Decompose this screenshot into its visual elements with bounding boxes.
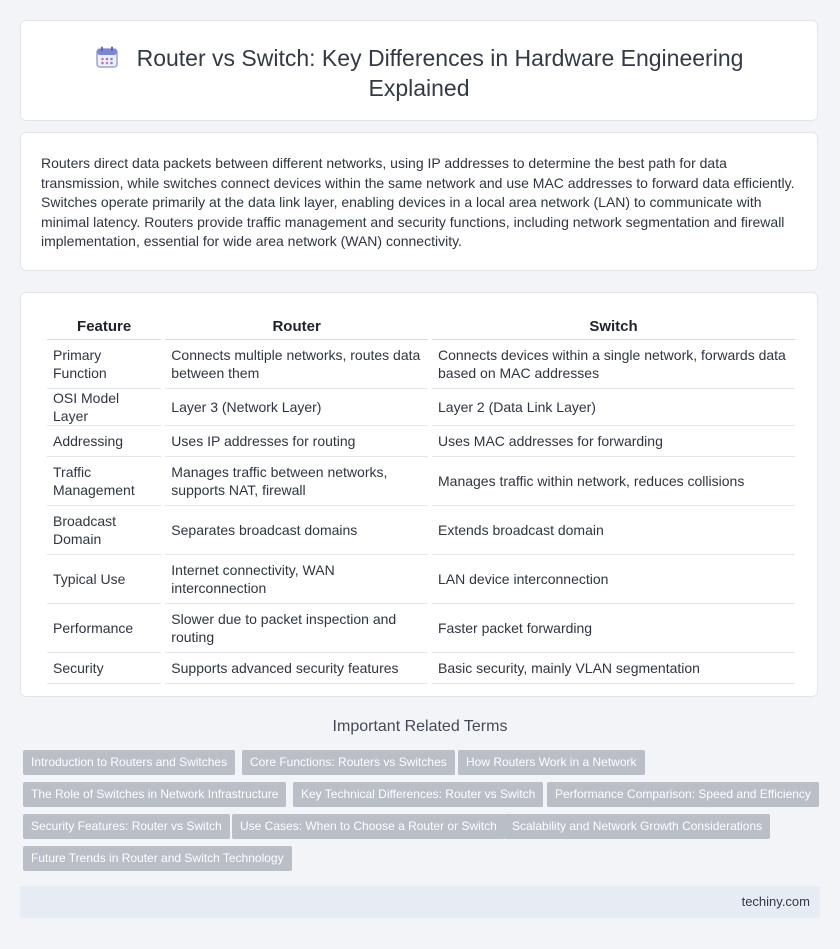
related-term-tag[interactable]: Performance Comparison: Speed and Efficiency [547,782,819,807]
table-row [47,389,795,426]
router-cell: Internet connectivity, WAN interconnection [165,555,428,604]
related-term-tag[interactable]: The Role of Switches in Network Infrastructure [23,782,286,807]
router-cell: Separates broadcast domains [165,506,428,555]
feature-cell: OSI Model Layer [47,389,161,426]
router-cell: Manages traffic between networks, supports NAT, firewall [165,457,428,506]
header-feature: Feature [47,316,161,340]
table-row [47,426,795,457]
related-term-tag[interactable]: How Routers Work in a Network [458,750,645,775]
header-switch: Switch [432,316,795,340]
table-row [47,555,795,604]
switch-cell: Manages traffic within network, reduces collisions [432,457,795,506]
feature-cell: Primary Function [47,340,161,389]
feature-cell: Performance [47,604,161,653]
related-term-tag[interactable]: Future Trends in Router and Switch Technology [23,846,292,871]
switch-cell: Extends broadcast domain [432,506,795,555]
switch-cell: Faster packet forwarding [432,604,795,653]
footer-bar [20,886,820,918]
table-row [47,604,795,653]
comparison-card [20,292,818,697]
feature-cell: Addressing [47,426,161,457]
switch-cell: Layer 2 (Data Link Layer) [432,389,795,426]
related-term-tag[interactable]: Key Technical Differences: Router vs Switch [293,782,543,807]
related-term-tag[interactable]: Introduction to Routers and Switches [23,750,235,775]
feature-cell: Security [47,653,161,684]
switch-cell: Uses MAC addresses for forwarding [432,426,795,457]
switch-cell: Connects devices within a single network, forwards data based on MAC addresses [432,340,795,389]
table-row [47,340,795,389]
switch-cell: Basic security, mainly VLAN segmentation [432,653,795,684]
comparison-table [43,316,799,684]
table-row [47,653,795,684]
footer-site[interactable]: techiny.com [741,894,810,909]
related-term-tag[interactable]: Use Cases: When to Choose a Router or Switch [232,814,505,839]
router-cell: Uses IP addresses for routing [165,426,428,457]
router-cell: Connects multiple networks, routes data between them [165,340,428,389]
header-router: Router [165,316,428,340]
header-card [20,20,818,121]
router-cell: Layer 3 (Network Layer) [165,389,428,426]
related-term-tag[interactable]: Scalability and Network Growth Considerations [504,814,770,839]
intro-card [20,132,818,271]
page-title: Router vs Switch: Key Differences in Hardware Engineering Explained [136,45,744,101]
page-title-wrap [61,43,777,103]
router-cell: Slower due to packet inspection and routing [165,604,428,653]
feature-cell: Broadcast Domain [47,506,161,555]
router-cell: Supports advanced security features [165,653,428,684]
table-row [47,506,795,555]
table-header-row [47,316,795,340]
table-row [47,457,795,506]
calendar-icon [95,45,119,69]
feature-cell: Traffic Management [47,457,161,506]
feature-cell: Typical Use [47,555,161,604]
intro-paragraph: Routers direct data packets between different networks, using IP addresses to determine the best path for data transmission, while switches connect devices within the same network and use MAC addresses to forward data efficiently. Switches operate primarily at the data link layer, enabling devices in a local area network (LAN) to communicate with minimal latency. Routers provide traffic management and security functions, including network segmentation and firewall implementation, essential for wide area network (WAN) connectivity. [41,155,795,249]
related-term-tag[interactable]: Core Functions: Routers vs Switches [242,750,455,775]
related-term-tag[interactable]: Security Features: Router vs Switch [23,814,230,839]
related-terms-title: Important Related Terms [332,718,508,735]
switch-cell: LAN device interconnection [432,555,795,604]
